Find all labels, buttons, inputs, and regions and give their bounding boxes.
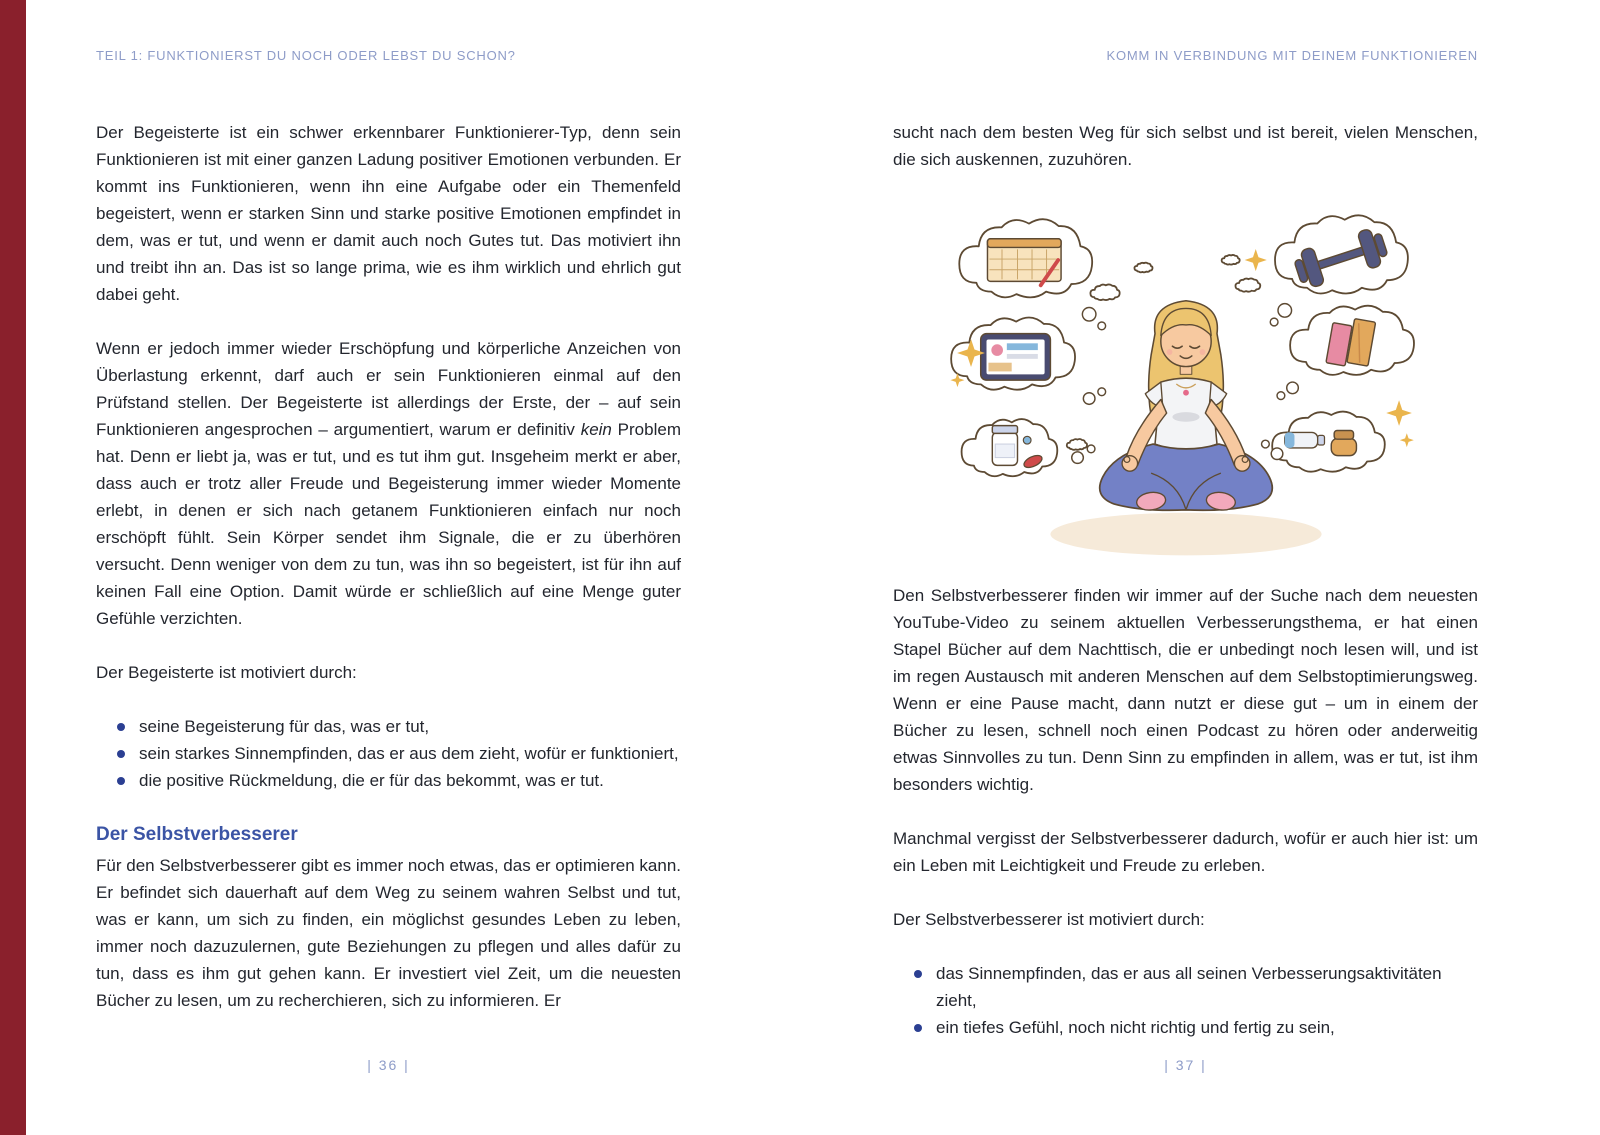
meditating-woman	[1099, 301, 1272, 512]
list-item	[112, 740, 681, 767]
running-header-right: KOMM IN VERBINDUNG MIT DEINEM FUNKTIONIEREN	[1106, 48, 1478, 63]
list-item-text: die positive Rückmeldung, die er für das bekommt, was er tut.	[139, 771, 604, 790]
page-number-right: | 37 |	[1164, 1057, 1207, 1073]
book-edge-strip	[0, 0, 26, 1135]
paragraph: Für den Selbstverbesserer gibt es immer noch etwas, das er optimieren kann. Er befindet sich dauerhaft auf dem Weg zu seinem wahren Selbst und tut, was er kann, um sich zu finden, ein möglichst gesundes Leben zu leben, immer noch dazuzulernen, gute Beziehungen zu pflegen und alles dafür zu tun, dass es ihm gut gehen kann. Er investiert viel Zeit, um die neuesten Bücher zu lesen, um zu recherchieren, sich zu informieren. Er	[96, 856, 681, 1010]
pendant	[1183, 390, 1189, 396]
paragraph	[96, 335, 681, 632]
list-item	[909, 1014, 1478, 1041]
tablet-icon	[980, 334, 1050, 380]
paragraph: Den Selbstverbesserer finden wir immer auf der Suche nach dem neuesten YouTube-Video zu seinem aktuellen Verbesserungsthema, er hat einen Stapel Bücher auf dem Nachttisch, die er unbedingt noch lesen will, und ist im regen Austausch mit anderen Menschen auf dem Selbstoptimierungsweg. Wenn er eine Pause macht, dann nutzt er diese gut – um in einem der Bücher zu lesen, schnell noch einen Podcast zu hören oder anderweitig etwas Sinnvolles zu tun. Denn Sinn zu empfinden in allem, was er tut, ist ihm besonders wichtig.	[893, 586, 1478, 794]
meditating-woman-illustration	[936, 200, 1436, 568]
bullet-list	[909, 960, 1478, 1041]
paragraph: Der Begeisterte ist ein schwer erkennbarer Funktionierer-Typ, denn sein Funktionieren ist mit einer ganzen Ladung positiver Emotionen verbunden. Er kommt ins Funktionieren, wenn ihn eine Aufgabe oder ein Themenfeld begeistert, wenn er starken Sinn und starke positive Emotionen empfindet in dem, was er tut, und wenn er damit auch noch Gutes tut. Das motiviert ihn und treibt ihn an. Das ist so lange prima, wie es ihm wirklich und ehrlich gut dabei geht.	[96, 123, 681, 304]
left-page	[96, 48, 681, 1135]
list-item-text: seine Begeisterung für das, was er tut,	[139, 717, 430, 736]
floor-shadow	[1050, 513, 1321, 556]
paragraph: sucht nach dem besten Weg für sich selbst und ist bereit, vielen Menschen, die sich auskennen, zuzuhören.	[893, 123, 1478, 169]
list-item	[112, 713, 681, 740]
illustration-svg	[936, 200, 1436, 568]
list-item-text: das Sinnempfinden, das er aus all seinen Verbesserungsaktivitäten zieht,	[936, 964, 1442, 1010]
emphasized-word: kein	[580, 420, 612, 439]
list-intro: Der Begeisterte ist motiviert durch:	[96, 663, 357, 682]
running-header-left: TEIL 1: FUNKTIONIERST DU NOCH ODER LEBST DU SCHON?	[96, 48, 516, 63]
paragraph: Manchmal vergisst der Selbstverbesserer dadurch, wofür er auch hier ist: um ein Leben mit Leichtigkeit und Freude zu erleben.	[893, 829, 1478, 875]
left-page-body	[96, 119, 681, 1014]
list-intro: Der Selbstverbesserer ist motiviert durch:	[893, 910, 1205, 929]
section-heading: Der Selbstverbesserer	[96, 824, 298, 845]
books-icon	[1325, 319, 1375, 367]
calendar-icon	[987, 239, 1061, 285]
list-item-text: sein starkes Sinnempfinden, das er aus dem zieht, wofür er funktioniert,	[139, 744, 679, 763]
list-item	[909, 960, 1478, 1014]
crossed-legs	[1099, 444, 1272, 510]
bullet-list	[112, 713, 681, 794]
list-item	[112, 767, 681, 794]
page-number-left: | 36 |	[367, 1057, 410, 1073]
paragraph-text: Problem hat. Denn er liebt ja, was er tut, und es tut ihm gut. Insgeheim merkt er aber, dass auch er trotz aller Freude und Begeisterung immer wieder Momente erlebt, in denen er sich nach getanem Funktionieren einfach nur noch erschöpft fühlt. Sein Körper sendet ihm Signale, die er zu überhören versucht. Denn weniger von dem zu tun, was ihn so begeistert, ist für ihn auf keinen Fall eine Option. Damit würde er schließlich auf eine Menge guter Gefühle verzichten.	[96, 420, 681, 628]
list-item-text: ein tiefes Gefühl, noch nicht richtig und fertig zu sein,	[936, 1018, 1335, 1037]
paragraph-text: Wenn er jedoch immer wieder Erschöpfung und körperliche Anzeichen von Überlastung erkennt, darf auch er sein Funktionieren einmal auf den Prüfstand stellen. Der Begeisterte ist allerdings der Erste, der – auf sein Funktionieren angesprochen – argumentiert, warum er definitiv	[96, 339, 681, 439]
right-page-body	[893, 119, 1478, 1041]
pages-container	[26, 0, 1600, 1135]
right-page	[893, 48, 1478, 1135]
shirt-shade	[1172, 412, 1199, 422]
